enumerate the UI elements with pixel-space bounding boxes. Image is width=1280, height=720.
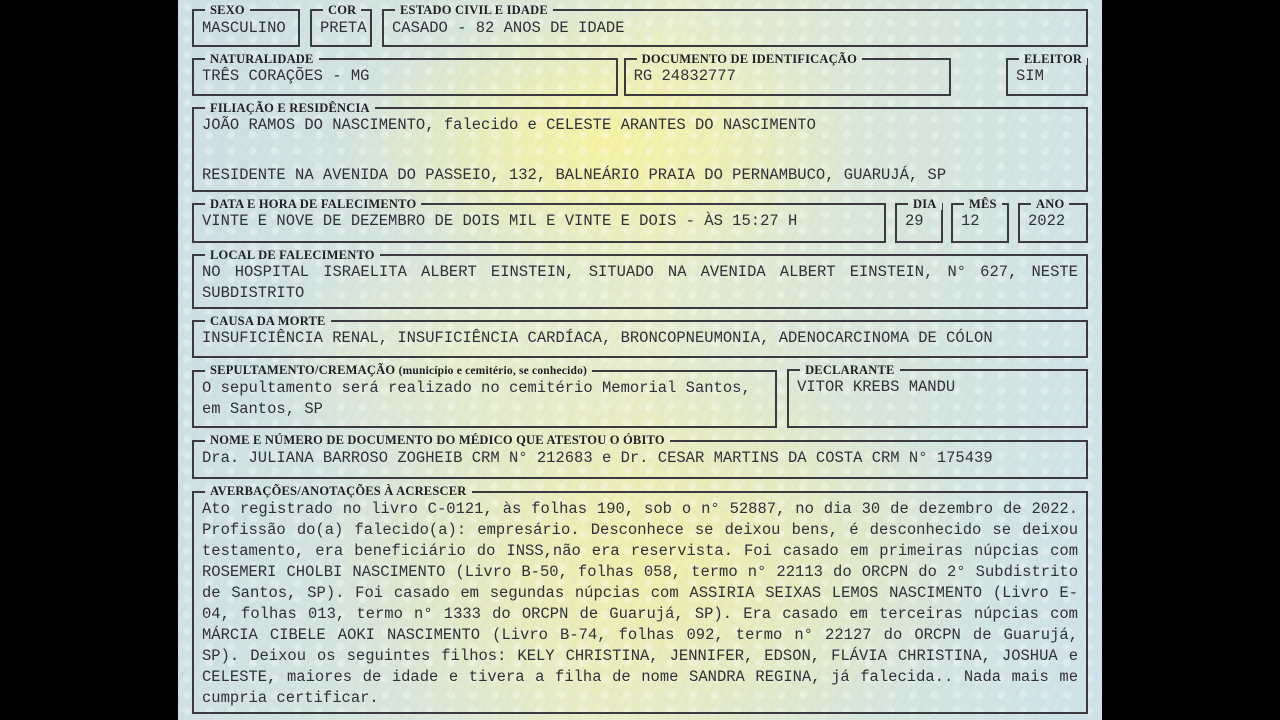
sexo-value: MASCULINO <box>202 18 286 37</box>
medico-label: NOME E NÚMERO DE DOCUMENTO DO MÉDICO QUE ATESTOU O ÓBITO <box>210 433 665 448</box>
dia-value: 29 <box>905 212 924 231</box>
eleitor-label: ELEITOR <box>1024 51 1083 66</box>
mes-value: 12 <box>961 212 980 231</box>
field-averbacoes-anotacoes <box>192 485 1088 714</box>
row-sexo-cor-estado <box>192 4 1088 47</box>
filiacao-residence-value: RESIDENTE NA AVENIDA DO PASSEIO, 132, BALNEÁRIO PRAIA DO PERNAMBUCO, GUARUJÁ, SP <box>202 166 947 185</box>
field-eleitor <box>1006 53 1088 96</box>
data-falecimento-value: VINTE E NOVE DE DEZEMBRO DE DOIS MIL E VINTE E DOIS - ÀS 15:27 H <box>202 212 798 231</box>
causa-label: CAUSA DA MORTE <box>210 313 326 328</box>
field-documento-identificacao <box>624 53 951 96</box>
sepultamento-value: O sepultamento será realizado no cemitério Memorial Santos, em Santos, SP <box>202 379 761 419</box>
row-naturalidade-documento-eleitor <box>192 53 1088 96</box>
field-sepultamento-cremacao <box>192 364 777 428</box>
estado-civil-label: ESTADO CIVIL E IDADE <box>400 3 548 17</box>
field-estado-civil-idade <box>382 4 1088 47</box>
death-certificate-scan <box>178 0 1102 720</box>
field-local-falecimento <box>192 249 1088 309</box>
documento-label: DOCUMENTO DE IDENTIFICAÇÃO <box>641 51 857 66</box>
sepultamento-label-note: (município e cemitério, se conhecido) <box>398 364 588 377</box>
declarante-value: VITOR KREBS MANDU <box>797 378 956 397</box>
field-ano <box>1018 198 1088 243</box>
field-mes <box>951 198 1009 243</box>
causa-value: INSUFICIÊNCIA RENAL, INSUFICIÊNCIA CARDÍACA, BRONCOPNEUMONIA, ADENOCARCINOMA DE CÓLON <box>202 329 993 348</box>
averbacoes-label: AVERBAÇÕES/ANOTAÇÕES À ACRESCER <box>210 484 467 499</box>
cor-value: PRETA <box>320 18 367 37</box>
averbacoes-value: Ato registrado no livro C-0121, às folhas 190, sob o n° 52887, no dia 30 de dezembro de 2022. Profissão do(a) falecido(a): empresário. Desconhece se deixou bens, é desconhecido se deixou testamento, era beneficiário do INSS,não era reservista. Foi casado em primeiras núpcias com ROSEMERI CHOLBI NASCIMENTO (Livro B-50, folhas 058, termo n° 22113 do ORCPN do 2° Subdistrito de Santos, SP). Foi casado em segundas núpcias com ASSIRIA SEIXAS LEMOS NASCIMENTO (Livro E-04, folhas 013, termo n° 1333 do ORCPN de Guarujá, SP). Era casado em terceiras núpcias com MÁRCIA CIBELE AOKI NASCIMENTO (Livro B-74, folhas 092, termo n° 22127 do ORCPN de Guarujá, SP). Deixou os seguintes filhos: KELY CHRISTINA, JENNIFER, EDSON, FLÁVIA CHRISTINA, JOSHUA e CELESTE, maiores de idade e tivera a filha de nome SANDRA REGINA, já falecida.. Nada mais me cumpria certificar. <box>202 499 1088 707</box>
mes-label: MÊS <box>969 196 997 211</box>
filiacao-parents-value: JOÃO RAMOS DO NASCIMENTO, falecido e CELESTE ARANTES DO NASCIMENTO <box>202 116 816 135</box>
estado-civil-value: CASADO - 82 ANOS DE IDADE <box>392 18 625 37</box>
field-data-hora-falecimento <box>192 198 886 243</box>
field-declarante <box>787 364 1088 428</box>
ano-value: 2022 <box>1028 212 1066 231</box>
declarante-label: DECLARANTE <box>805 362 895 377</box>
local-label: LOCAL DE FALECIMENTO <box>210 247 375 262</box>
data-falecimento-label: DATA E HORA DE FALECIMENTO <box>210 196 417 211</box>
sepultamento-label <box>205 364 592 378</box>
field-filiacao-residencia <box>192 102 1088 192</box>
field-naturalidade <box>192 53 618 96</box>
sexo-label: SEXO <box>210 3 245 17</box>
medico-value: Dra. JULIANA BARROSO ZOGHEIB CRM N° 212683 e Dr. CESAR MARTINS DA COSTA CRM N° 175439 <box>202 448 993 467</box>
filiacao-label: FILIAÇÃO E RESIDÊNCIA <box>210 100 370 115</box>
row-sepultamento-declarante <box>192 364 1088 428</box>
field-dia <box>895 198 943 243</box>
documento-value: RG 24832777 <box>633 67 736 86</box>
field-sexo <box>192 4 300 47</box>
sepultamento-label-main: SEPULTAMENTO/CREMAÇÃO <box>210 362 396 377</box>
field-medico-atestou-obito <box>192 434 1088 479</box>
field-causa-morte <box>192 315 1088 358</box>
naturalidade-label: NATURALIDADE <box>210 51 314 66</box>
cor-label: COR <box>328 3 357 17</box>
ano-label: ANO <box>1036 196 1065 211</box>
dia-label: DIA <box>913 196 937 211</box>
field-cor <box>310 4 372 47</box>
naturalidade-value: TRÊS CORAÇÕES - MG <box>202 67 370 86</box>
row-data-falecimento <box>192 198 1088 243</box>
local-value: NO HOSPITAL ISRAELITA ALBERT EINSTEIN, SITUADO NA AVENIDA ALBERT EINSTEIN, N° 627, NESTE SUBDISTRITO <box>202 263 1088 303</box>
eleitor-value: SIM <box>1016 67 1044 86</box>
